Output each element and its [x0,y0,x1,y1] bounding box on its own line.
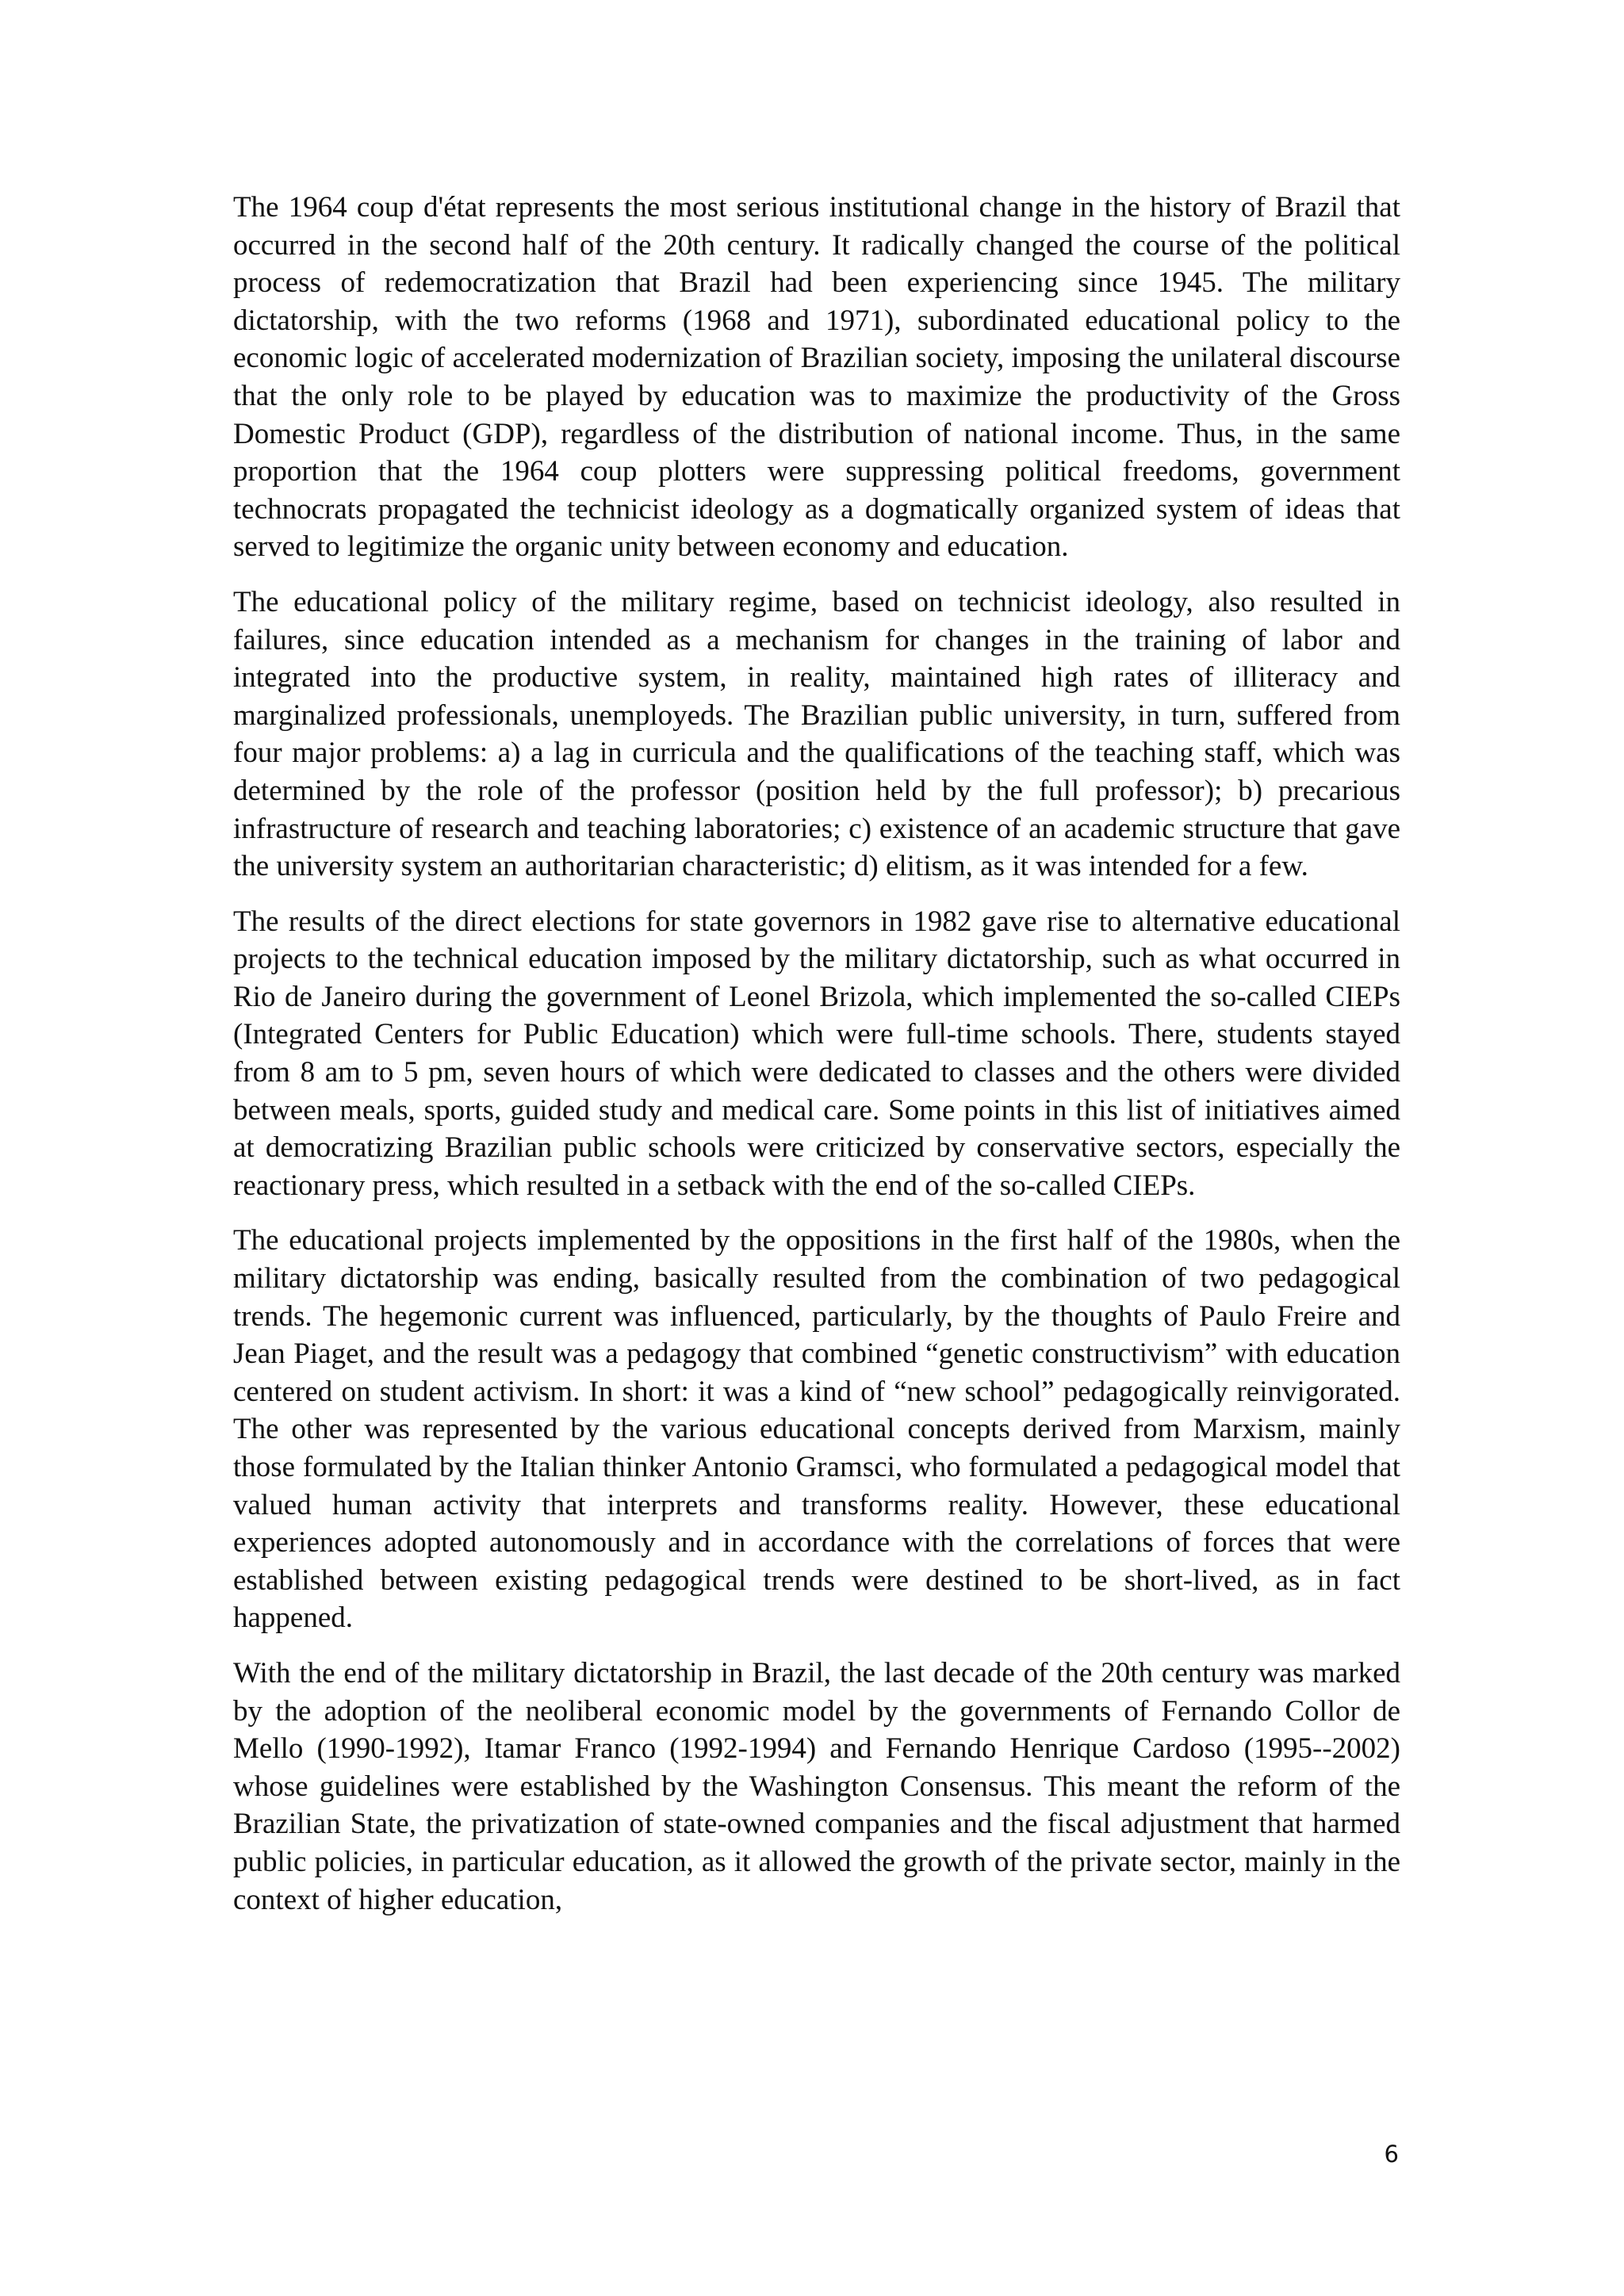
paragraph-1: The 1964 coup d'état represents the most serious institutional change in the history of Brazil that occurred in the second half of the 20th century. It radically changed the course of the political process of redemocratization that Brazil had been experiencing since 1945. The military dictatorship, with the two reforms (1968 and 1971), subordinated educational policy to the economic logic of accelerated modernization of Brazilian society, imposing the unilateral discourse that the only role to be played by education was to maximize the productivity of the Gross Domestic Product (GDP), regardless of the distribution of national income. Thus, in the same proportion that the 1964 coup plotters were suppressing political freedoms, government technocrats propagated the technicist ideology as a dogmatically organized system of ideas that served to legitimize the organic unity between economy and education. [233,191,1400,564]
page-number: 6 [1384,2141,1399,2168]
paragraph-3: The results of the direct elections for state governors in 1982 gave rise to alternative educational projects to the technical education imposed by the military dictatorship, such as what occurred in Rio de Janeiro during the government of Leonel Brizola, which implemented the so-called CIEPs (Integrated Centers for Public Education) which were full-time schools. There, students stayed from 8 am to 5 pm, seven hours of which were dedicated to classes and the others were divided between meals, sports, guided study and medical care. Some points in this list of initiatives aimed at democratizing Brazilian public schools were criticized by conservative sectors, especially the reactionary press, which resulted in a setback with the end of the so-called CIEPs. [233,905,1400,1202]
paragraph-2: The educational policy of the military regime, based on technicist ideology, also resulted in failures, since education intended as a mechanism for changes in the training of labor and integrated into the productive system, in reality, maintained high rates of illiteracy and marginalized professionals, unemployeds. The Brazilian public university, in turn, suffered from four major problems: a) a lag in curricula and the qualifications of the teaching staff, which was determined by the role of the professor (position held by the full professor); b) precarious infrastructure of research and teaching laboratories; c) existence of an academic structure that gave the university system an authoritarian characteristic; d) elitism, as it was intended for a few. [233,585,1400,883]
body-text [233,189,1400,1936]
paragraph-5: With the end of the military dictatorship in Brazil, the last decade of the 20th century was marked by the adoption of the neoliberal economic model by the governments of Fernando Collor de Mello (1990-1992), Itamar Franco (1992-1994) and Fernando Henrique Cardoso (1995--2002) whose guidelines were established by the Washington Consensus. This meant the reform of the Brazilian State, the privatization of state-owned companies and the fiscal adjustment that harmed public policies, in particular education, as it allowed the growth of the private sector, mainly in the context of higher education, [233,1656,1400,1916]
paragraph-4: The educational projects implemented by the oppositions in the first half of the 1980s, when the military dictatorship was ending, basically resulted from the combination of two pedagogical trends. The hegemonic current was influenced, particularly, by the thoughts of Paulo Freire and Jean Piaget, and the result was a pedagogy that combined “genetic constructivism” with education centered on student activism. In short: it was a kind of “new school” pedagogically reinvigorated. The other was represented by the various educational concepts derived from Marxism, mainly those formulated by the Italian thinker Antonio Gramsci, who formulated a pedagogical model that valued human activity that interprets and transforms reality. However, these educational experiences adopted autonomously and in accordance with the correlations of forces that were established between existing pedagogical trends were destined to be short-lived, as in fact happened. [233,1224,1400,1635]
